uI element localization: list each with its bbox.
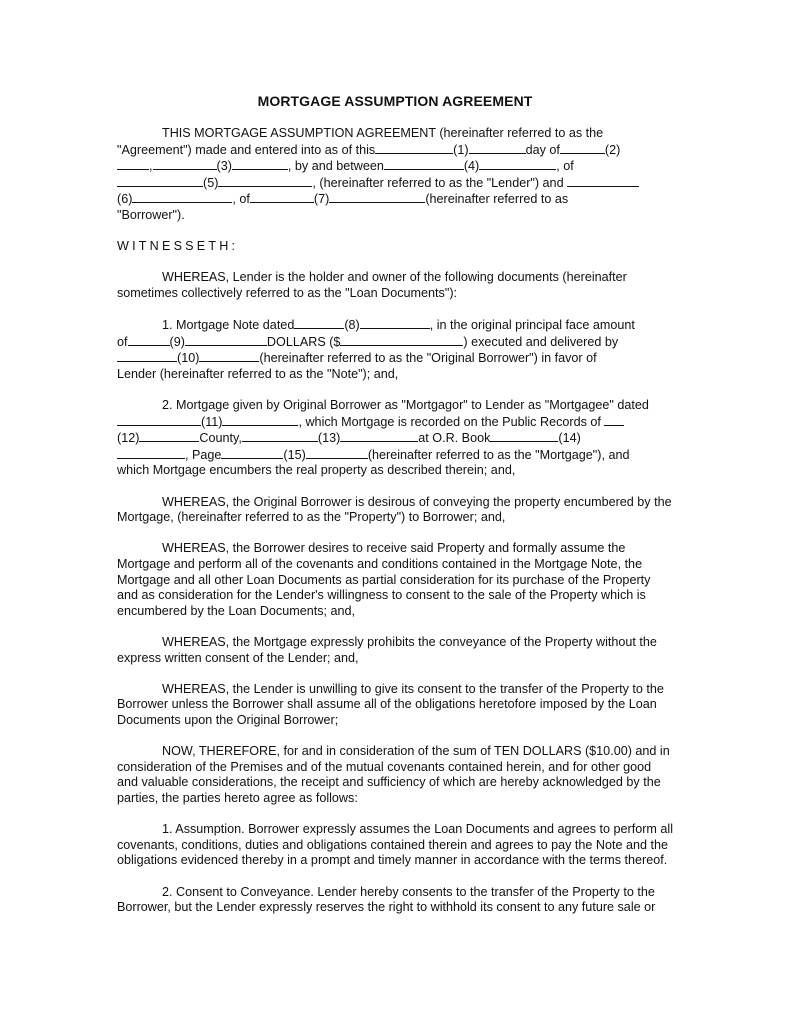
intro-text: , of (556, 159, 574, 174)
item-text: , Page (185, 447, 222, 462)
whereas-paragraph-3: WHEREAS, the Borrower desires to receive said Property and formally assume the Mortgage and perform all of the covenants and conditions contained in the Mortgage Note, the Mortgage and all other Loan Documents as partial consideration for its purchase of the Property and as consideration for the Lender's willingness to consent to the sale of the Property which is encumbered by the Loan Documents; and, (117, 541, 651, 618)
whereas-paragraph-1: WHEREAS, Lender is the holder and owner of the following documents (hereinafter sometimes collectively referred to as the "Loan Documents"): (117, 270, 627, 300)
intro-text: , (hereinafter referred to as the "Lender") and (312, 175, 564, 190)
whereas-paragraph-5: WHEREAS, the Lender is unwilling to give its consent to the transfer of the Property to the Borrower unless the Borrower shall assume all of the obligations heretofore imposed by the Loan Documents upon the Original Borrower; (117, 681, 664, 727)
blank-field-14b[interactable] (117, 447, 185, 459)
blank-field-13b[interactable] (340, 430, 418, 442)
field-label-15: (15) (283, 447, 306, 462)
whereas-paragraph-2: WHEREAS, the Original Borrower is desirous of conveying the property encumbered by the Mortgage, (hereinafter referred to as the "Property") to Borrower; and, (117, 494, 672, 525)
witnesseth-heading: WITNESSETH: (117, 239, 239, 254)
field-label-1: (1) (453, 142, 469, 157)
field-label-3: (3) (216, 159, 232, 174)
item-text: , in the original principal face amount (429, 318, 635, 333)
item-text: which Mortgage encumbers the real property as described therein; and, (117, 463, 516, 478)
blank-field-6b[interactable] (132, 191, 232, 203)
field-label-7: (7) (313, 192, 330, 207)
field-label-2: (2) (604, 142, 621, 157)
item-text: of (117, 334, 128, 349)
blank-field-3a[interactable] (153, 158, 217, 170)
blank-field-4a[interactable] (384, 158, 464, 170)
blank-field-2b[interactable] (117, 158, 149, 170)
blank-field-3b[interactable] (232, 158, 288, 170)
blank-field-5b[interactable] (218, 175, 312, 187)
intro-text: , by and between (287, 159, 384, 174)
blank-field-12a[interactable] (604, 414, 624, 426)
field-label-14: (14) (558, 431, 581, 446)
mortgage-note-item (117, 317, 673, 382)
field-label-6: (6) (117, 192, 133, 207)
intro-line-6: "Borrower"). (117, 207, 185, 222)
document-page (117, 92, 673, 931)
blank-field-15b[interactable] (306, 447, 368, 459)
blank-field-12b[interactable] (139, 430, 199, 442)
field-label-11: (11) (201, 414, 223, 429)
item-text: (hereinafter referred to as the "Mortgage"), and (367, 447, 630, 462)
blank-field-10a[interactable] (117, 350, 177, 362)
blank-field-14a[interactable] (490, 430, 558, 442)
blank-field-1b[interactable] (469, 142, 526, 154)
blank-field-7a[interactable] (250, 191, 314, 203)
item-text: , which Mortgage is recorded on the Public Records of (298, 414, 601, 429)
blank-field-11a[interactable] (117, 414, 201, 426)
blank-field-2a[interactable] (560, 142, 605, 154)
field-label-12: (12) (117, 431, 140, 446)
item-text: (hereinafter referred to as the "Original Borrower") in favor of (259, 351, 597, 366)
blank-field-7b[interactable] (329, 191, 425, 203)
field-label-8: (8) (344, 318, 360, 333)
blank-field-8b[interactable] (360, 317, 430, 329)
item-text: 2. Mortgage given by Original Borrower as "Mortgagor" to Lender as "Mortgagee" dated (162, 398, 649, 413)
blank-field-9b[interactable] (185, 334, 267, 346)
item-text: ) executed and delivered by (463, 334, 619, 349)
blank-field-15a[interactable] (221, 447, 283, 459)
item-text: Lender (hereinafter referred to as the "Note"); and, (117, 366, 399, 381)
blank-field-13a[interactable] (242, 430, 318, 442)
intro-text: (hereinafter referred to as (425, 192, 569, 207)
blank-field-6a[interactable] (567, 175, 639, 187)
blank-field-1a[interactable] (375, 142, 453, 154)
intro-text: , of (232, 192, 250, 207)
field-label-9: (9) (169, 334, 185, 349)
field-label-5: (5) (203, 175, 219, 190)
intro-paragraph (117, 126, 673, 224)
blank-field-10b[interactable] (199, 350, 259, 362)
item-text: 1. Mortgage Note dated (162, 318, 295, 333)
blank-field-9a[interactable] (128, 334, 170, 346)
intro-text: day of (525, 142, 560, 157)
field-label-10: (10) (177, 351, 200, 366)
blank-field-4b[interactable] (479, 158, 556, 170)
now-therefore-paragraph: NOW, THEREFORE, for and in consideration of the sum of TEN DOLLARS ($10.00) and in consideration of the Premises and of the mutual covenants contained herein, and for other good and valuable considerations, the receipt and sufficiency of which are hereby acknowledged by the parties, the parties hereto agree as follows: (117, 744, 670, 805)
clause-assumption: 1. Assumption. Borrower expressly assumes the Loan Documents and agrees to perform all covenants, conditions, duties and obligations contained therein and agrees to pay the Note and the obligations evidenced thereby in a prompt and timely manner in accordance with the terms thereof. (117, 822, 673, 868)
document-title: MORTGAGE ASSUMPTION AGREEMENT (257, 93, 533, 109)
intro-text: "Agreement") made and entered into as of this (117, 142, 376, 157)
item-text: DOLLARS ($ (266, 334, 341, 349)
item-text: at O.R. Book (418, 431, 491, 446)
item-text: County, (199, 431, 242, 446)
field-label-13: (13) (317, 431, 341, 446)
blank-field-11b[interactable] (222, 414, 298, 426)
clause-consent-to-conveyance: 2. Consent to Conveyance. Lender hereby consents to the transfer of the Property to the Borrower, but the Lender expressly reserves the right to withhold its consent to any future sale or (117, 884, 656, 915)
intro-line-1: THIS MORTGAGE ASSUMPTION AGREEMENT (hereinafter referred to as the (162, 126, 604, 140)
field-label-4: (4) (463, 159, 480, 174)
whereas-paragraph-4: WHEREAS, the Mortgage expressly prohibits the conveyance of the Property without the express written consent of the Lender; and, (117, 635, 657, 665)
mortgage-item (117, 398, 673, 479)
blank-field-5a[interactable] (117, 175, 203, 187)
intro-text: , (149, 159, 153, 174)
blank-field-8a[interactable] (294, 317, 344, 329)
blank-field-amount[interactable] (340, 334, 463, 346)
